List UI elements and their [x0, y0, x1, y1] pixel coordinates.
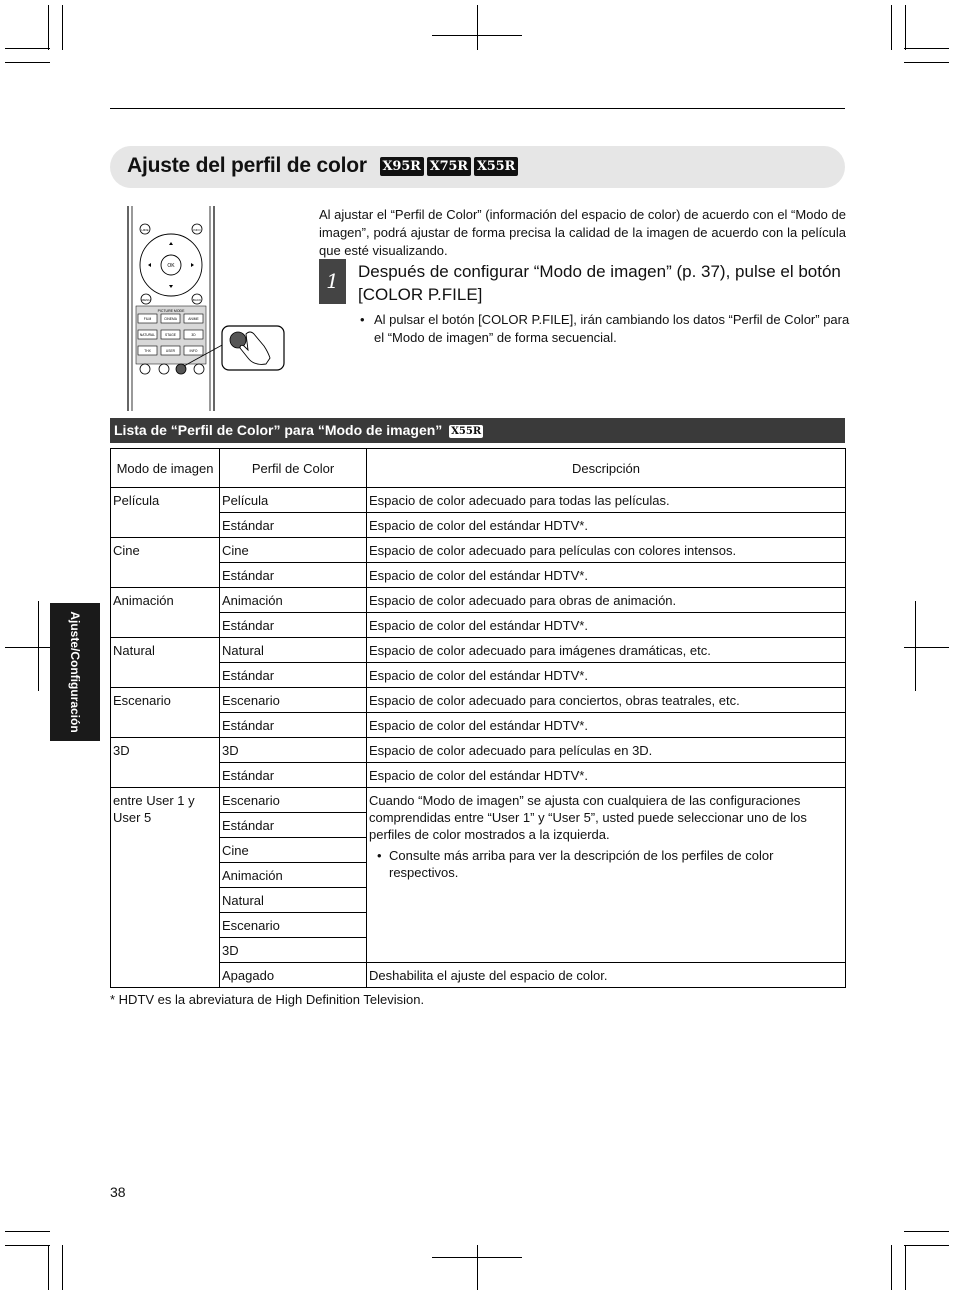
- dpad-icon: [140, 234, 202, 296]
- table-row: [111, 513, 846, 538]
- table-row: [111, 713, 846, 738]
- description-cell: [367, 788, 846, 963]
- model-badge: X95R: [380, 157, 424, 176]
- table-row: [111, 738, 846, 763]
- table-row: [111, 963, 846, 988]
- profile-cell: Estándar: [220, 513, 367, 538]
- table-row: [111, 663, 846, 688]
- page-number: 38: [110, 1184, 126, 1200]
- model-badge: X55R: [451, 426, 482, 437]
- description-cell: Espacio de color del estándar HDTV*.: [367, 763, 846, 788]
- profile-cell: Natural: [220, 638, 367, 663]
- svg-text:USER: USER: [165, 349, 176, 353]
- mode-cell: Escenario: [111, 688, 220, 738]
- profile-cell: Escenario: [220, 913, 367, 938]
- description-cell: Espacio de color del estándar HDTV*.: [367, 613, 846, 638]
- profile-cell: Cine: [220, 838, 367, 863]
- table-row: [111, 638, 846, 663]
- svg-text:THX: THX: [144, 349, 151, 353]
- profile-cell: Estándar: [220, 563, 367, 588]
- profile-cell: Película: [220, 488, 367, 513]
- svg-text:PICTURE MODE: PICTURE MODE: [157, 309, 185, 313]
- user-description: Cuando “Modo de imagen” se ajusta con cualquiera de las configuraciones comprendidas entre “User 1” y “User 5”, usted puede seleccionar uno de los perfiles de color mostrados a la izquierda.: [369, 793, 807, 842]
- description-cell: Espacio de color adecuado para imágenes dramáticas, etc.: [367, 638, 846, 663]
- svg-text:HIDE: HIDE: [141, 228, 149, 232]
- table-row: [111, 613, 846, 638]
- table-row: [111, 538, 846, 563]
- mode-cell: 3D: [111, 738, 220, 788]
- footnote: * HDTV es la abreviatura de High Definition Television.: [110, 992, 425, 1007]
- mode-cell: Natural: [111, 638, 220, 688]
- profile-cell: Cine: [220, 538, 367, 563]
- profile-cell: Estándar: [220, 663, 367, 688]
- table-row: [111, 688, 846, 713]
- step-instruction: Después de configurar “Modo de imagen” (p. 37), pulse el botón [COLOR P.FILE]: [358, 262, 841, 304]
- description-cell: Espacio de color adecuado para conciertos, obras teatrales, etc.: [367, 688, 846, 713]
- table-row: [111, 488, 846, 513]
- header-profile: Perfil de Color: [220, 449, 367, 488]
- header-rule: [110, 108, 845, 109]
- header-description: Descripción: [367, 449, 846, 488]
- svg-text:MENU: MENU: [141, 298, 151, 302]
- description-cell: Espacio de color del estándar HDTV*.: [367, 513, 846, 538]
- svg-text:BACK: BACK: [192, 298, 202, 302]
- profile-cell: Estándar: [220, 713, 367, 738]
- info-button-icon: [192, 224, 202, 234]
- description-cell: Espacio de color adecuado para películas con colores intensos.: [367, 538, 846, 563]
- profile-cell: Escenario: [220, 788, 367, 813]
- step-note: • Al pulsar el botón [COLOR P.FILE], irán cambiando los datos “Perfil de Color” para el “Modo de imagen” de forma secuencial.: [360, 311, 854, 347]
- profile-cell: Animación: [220, 588, 367, 613]
- mode-cell: Cine: [111, 538, 220, 588]
- model-badge: X55R: [474, 157, 518, 176]
- table-row: [111, 588, 846, 613]
- description-cell: Espacio de color del estándar HDTV*.: [367, 713, 846, 738]
- profile-cell: Apagado: [220, 963, 367, 988]
- svg-text:OK: OK: [167, 263, 175, 269]
- profile-cell: 3D: [220, 738, 367, 763]
- intro-paragraph: Al ajustar el “Perfil de Color” (información del espacio de color) de acuerdo con el “Modo de imagen”, podrá ajustar de forma precisa la calidad de la imagen de acuerdo con la película que esté visualizando.: [319, 207, 846, 258]
- model-badge: X75R: [427, 157, 471, 176]
- table-header-row: [111, 449, 846, 488]
- mode-cell: Película: [111, 488, 220, 538]
- hand-press-icon: [222, 326, 284, 370]
- page-title: [127, 154, 518, 178]
- mode-cell: Animación: [111, 588, 220, 638]
- svg-text:ANIME: ANIME: [188, 317, 199, 321]
- model-badges: [377, 154, 519, 178]
- user-description-note: • Consulte más arriba para ver la descripción de los perfiles de color respectivos.: [369, 847, 843, 881]
- description-cell: Espacio de color del estándar HDTV*.: [367, 663, 846, 688]
- profile-cell: Estándar: [220, 813, 367, 838]
- header-mode: Modo de imagen: [111, 449, 220, 488]
- remote-control-illustration: [124, 206, 290, 411]
- description-cell: Espacio de color adecuado para todas las películas.: [367, 488, 846, 513]
- svg-text:NATURAL: NATURAL: [139, 333, 156, 337]
- profile-cell: Animación: [220, 863, 367, 888]
- profile-cell: Estándar: [220, 613, 367, 638]
- svg-text:INFO: INFO: [189, 349, 198, 353]
- table-row: [111, 763, 846, 788]
- svg-text:STAGE: STAGE: [165, 333, 176, 337]
- description-cell: Espacio de color del estándar HDTV*.: [367, 563, 846, 588]
- svg-text:CINEMA: CINEMA: [164, 317, 177, 321]
- step-number: 1: [319, 259, 346, 304]
- description-cell: Espacio de color adecuado para películas en 3D.: [367, 738, 846, 763]
- description-cell: Deshabilita el ajuste del espacio de color.: [367, 963, 846, 988]
- title-bar: [110, 146, 845, 188]
- section-heading-text: Lista de “Perfil de Color” para “Modo de imagen”: [114, 422, 443, 438]
- svg-text:FILM: FILM: [143, 317, 152, 321]
- side-tab: [50, 603, 100, 741]
- profile-cell: Natural: [220, 888, 367, 913]
- side-tab-label: Ajuste/Configuración: [68, 611, 82, 733]
- profile-cell: Estándar: [220, 763, 367, 788]
- profile-cell: Escenario: [220, 688, 367, 713]
- svg-text:3D: 3D: [191, 333, 196, 337]
- table-row: [111, 788, 846, 813]
- page-title-text: Ajuste del perfil de color: [127, 154, 367, 177]
- menu-button-icon: [141, 294, 151, 304]
- profile-cell: 3D: [220, 938, 367, 963]
- table-row: [111, 563, 846, 588]
- color-profile-table: [110, 448, 846, 988]
- svg-text:INFO: INFO: [193, 228, 201, 232]
- description-cell: Espacio de color adecuado para obras de animación.: [367, 588, 846, 613]
- back-button-icon: [192, 294, 202, 304]
- hide-button-icon: [140, 224, 150, 234]
- mode-cell: entre User 1 y User 5: [111, 788, 220, 988]
- section-heading: [110, 418, 845, 443]
